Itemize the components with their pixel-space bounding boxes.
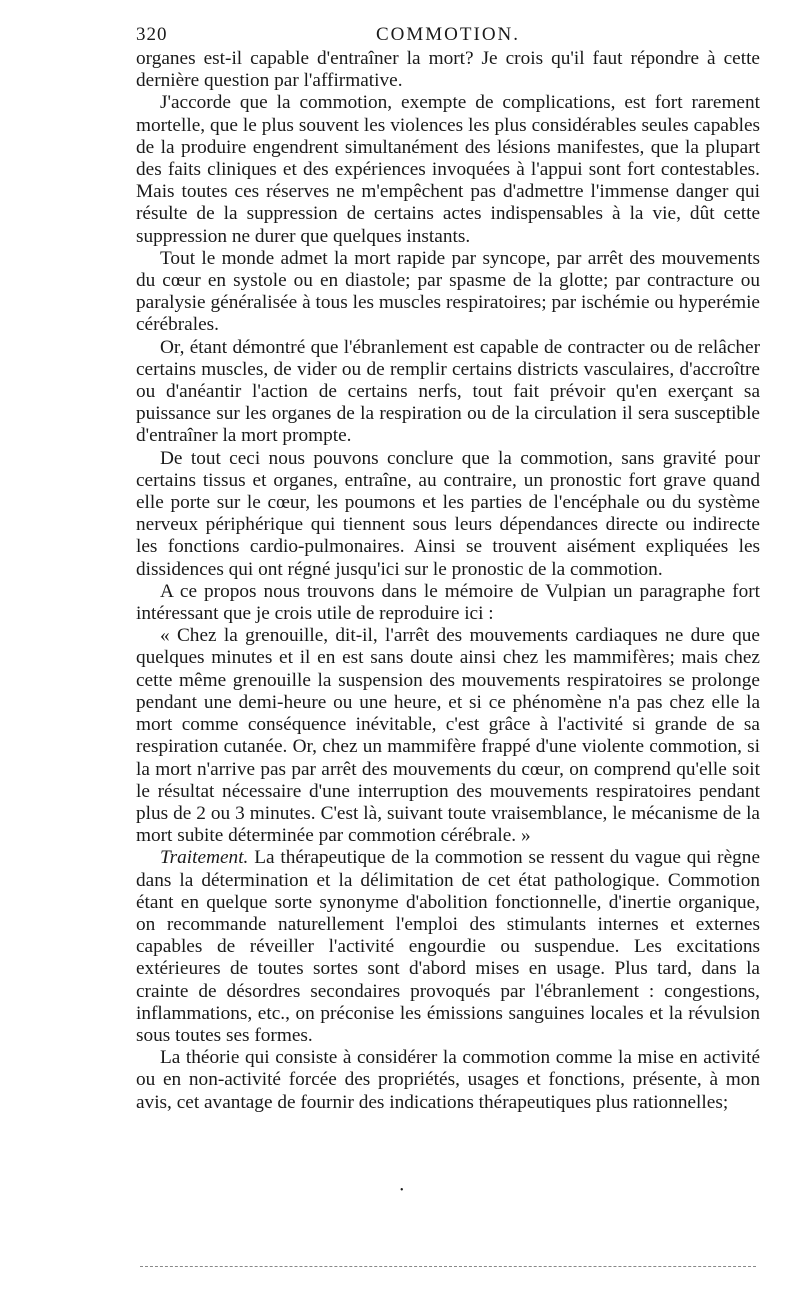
paragraph: J'accorde que la commotion, exempte de complications, est fort rarement mortelle, que le plus souvent les violences les plus considérables seules capables de la produire engendrent simultanément des lésions manifestes, que la plupart des faits cliniques et des expériences invoquées à l'appui sont fort contestables. Mais toutes ces réserves ne m'empêchent pas d'admettre l'immense danger qui résulte de la suppression de certains actes indispensables à la vie, dût cette suppression ne durer que quelques instants. [136,92,760,247]
paragraph-continued: organes est-il capable d'entraîner la mort? Je crois qu'il faut répondre à cette dernière question par l'affirmative. [136,48,760,92]
treatment-text: La thérapeutique de la commotion se ressent du vague qui règne dans la détermination et la délimitation de cet état pathologique. Commotion étant en quelque sorte synonyme d'abolition fonctionnelle, d'inertie organique, on recommande naturellement l'emploi des stimulants internes et externes capables de réveiller l'activité engourdie ou suspendue. Les excitations extérieures de toutes sortes sont d'abord mises en usage. Plus tard, dans la crainte de désordres secondaires provoqués par l'ébranlement : congestions, inflammations, etc., on préconise les émissions sanguines locales et la révulsion sous toutes ses formes. [136,847,760,1046]
paragraph: A ce propos nous trouvons dans le mémoire de Vulpian un paragraphe fort intéressant que je crois utile de reproduire ici : [136,580,760,625]
vulpian-quote: « Chez la grenouille, dit-il, l'arrêt des mouvements cardiaques ne dure que quelques minutes et il en est sans doute ainsi chez les mammifères; mais chez cette même grenouille la suspension des mouvements respiratoires se prolonge pendant une demi-heure ou une heure, et si ce phénomène n'a pas chez elle la mort comme conséquence inévitable, c'est grâce à l'activité si grande de sa respiration cutanée. Or, chez un mammifère frappé d'une violente commotion, si la mort n'arrive pas par arrêt des mouvements du cœur, on comprend qu'elle soit le résultat nécessaire d'une interruption des mouvements respiratoires pendant plus de 2 ou 3 minutes. C'est là, suivant toute vraisemblance, le mécanisme de la mort subite déterminée par commotion cérébrale. » [136,625,760,847]
paragraph-last: La théorie qui consiste à considérer la commotion comme la mise en activité ou en non-activité forcée des propriétés, usages et fonctions, présente, à mon avis, cet avantage de fournir des indications thérapeutiques plus rationnelles; [136,1047,760,1113]
page-number: 320 [136,24,168,45]
treatment-heading: Traitement. [160,847,249,869]
text-body [136,48,760,1114]
paragraph: Or, étant démontré que l'ébranlement est capable de contracter ou de relâcher certains muscles, de vider ou de remplir certains districts vasculaires, d'accroître ou d'anéantir l'action de certains nerfs, tout fait prévoir qu'en exerçant sa puissance sur les organes de la respiration ou de la circulation il sera susceptible d'entraîner la mort prompte. [136,336,760,447]
footer-rule [140,1266,756,1267]
treatment-paragraph [136,847,760,1047]
running-title: COMMOTION. [375,24,521,45]
bottom-dot-mark: • [400,1185,404,1196]
page-header [136,18,760,48]
paragraph: Tout le monde admet la mort rapide par syncope, par arrêt des mouvements du cœur en systole ou en diastole; par spasme de la glotte; par contracture ou paralysie généralisée à tous les muscles respiratoires; par ischémie ou hyperémie cérébrales. [136,247,760,336]
paragraph: De tout ceci nous pouvons conclure que la commotion, sans gravité pour certains tissus et organes, entraîne, au contraire, un pronostic fort grave quand elle porte sur le cœur, les poumons et les parties de l'encéphale ou du système nerveux périphérique qui tiennent sous leurs dépendances directe ou indirecte les fonctions cardio-pulmonaires. Ainsi se trouvent aisément expliquées les dissidences qui ont régné jusqu'ici sur le pronostic de la commotion. [136,447,760,580]
